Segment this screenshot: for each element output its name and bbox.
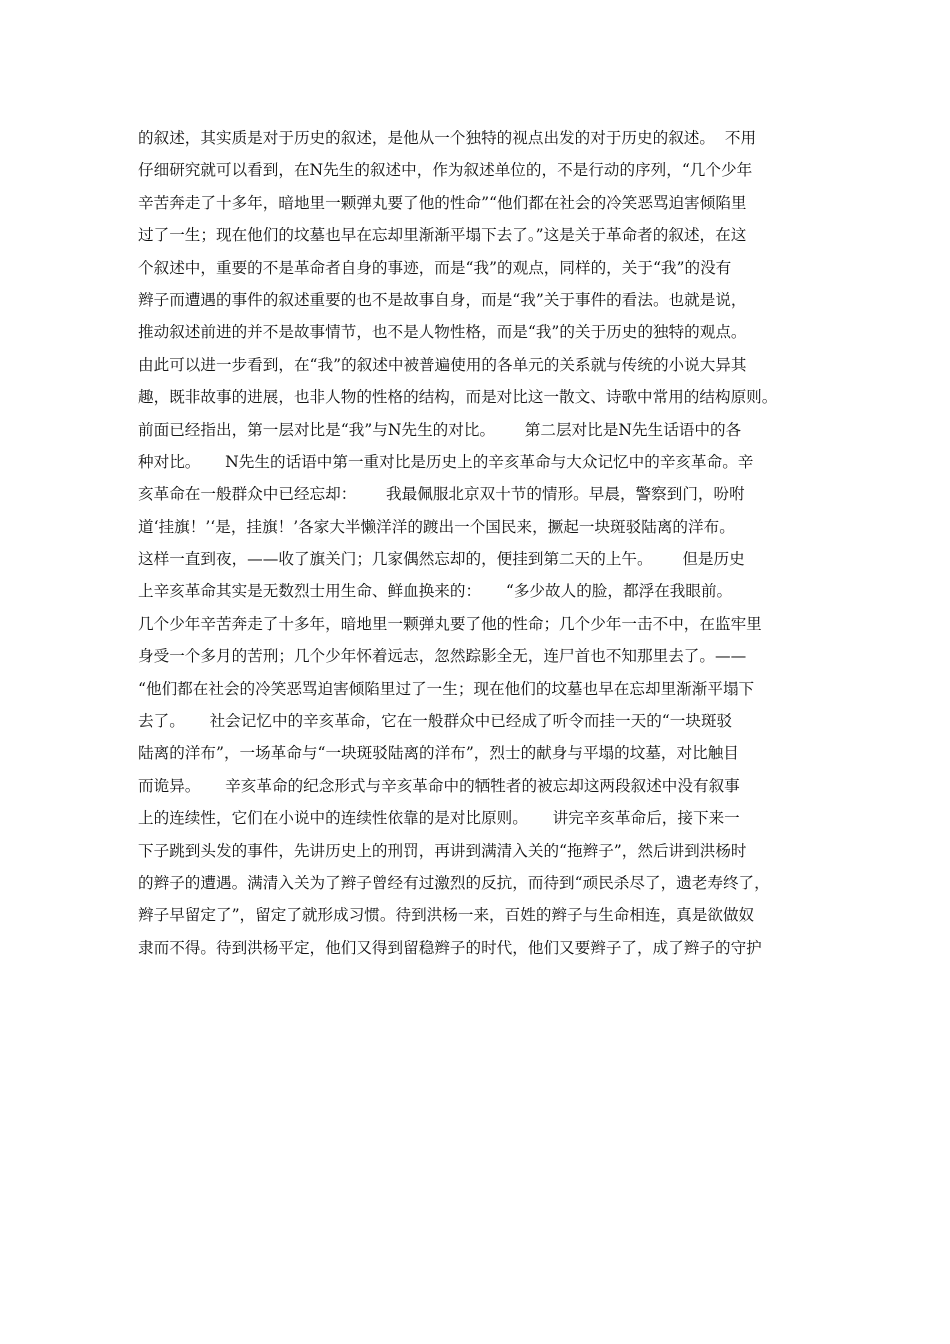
text-line: 仔细研究就可以看到，在N先生的叙述中，作为叙述单位的，不是行动的序列，“几个少年 — [138, 161, 753, 180]
text-line: “他们都在社会的冷笑恶骂迫害倾陷里过了一生；现在他们的坟墓也早在忘却里渐渐平塌下 — [138, 679, 755, 698]
text-line: 下子跳到头发的事件，先讲历史上的刑罚，再讲到满清入关的“拖辫子”，然后讲到洪杨时 — [138, 841, 747, 860]
text-line: 辫子而遭遇的事件的叙述重要的也不是故事自身，而是“我”关于事件的看法。也就是说， — [138, 290, 747, 309]
text-line: 前面已经指出，第一层对比是“我”与N先生的对比。 第二层对比是N先生话语中的各 — [138, 420, 742, 439]
text-line: 上辛亥革命其实是无数烈士用生命、鲜血换来的： “多少故人的脸，都浮在我眼前。 — [138, 582, 733, 601]
text-line: 道‘挂旗！’‘是，挂旗！’各家大半懒洋洋的踱出一个国民来，撅起一块斑驳陆离的洋布。 — [138, 517, 735, 536]
text-line: 而诡异。 辛亥革命的纪念形式与辛亥革命中的牺牲者的被忘却这两段叙述中没有叙事 — [138, 776, 740, 795]
text-line: 个叙述中，重要的不是革命者自身的事迹，而是“我”的观点，同样的，关于“我”的没有 — [138, 258, 732, 277]
text-line: 陆离的洋布”，一场革命与“一块斑驳陆离的洋布”，烈士的献身与平塌的坟墓，对比触目 — [138, 744, 739, 763]
text-line: 辛苦奔走了十多年，暗地里一颗弹丸要了他的性命”“他们都在社会的冷笑恶骂迫害倾陷里 — [138, 193, 747, 212]
text-line: 几个少年辛苦奔走了十多年，暗地里一颗弹丸要了他的性命；几个少年一击不中，在监牢里 — [138, 614, 762, 633]
text-line: 辫子早留定了”，留定了就形成习惯。待到洪杨一来，百姓的辫子与生命相连，真是欲做奴 — [138, 906, 755, 925]
text-line: 推动叙述前进的并不是故事情节，也不是人物性格，而是“我”的关于历史的独特的观点。 — [138, 323, 747, 342]
text-line: 亥革命在一般群众中已经忘却： 我最佩服北京双十节的情形。早晨，警察到门，吩咐 — [138, 485, 745, 504]
text-line: 的辫子的遭遇。满清入关为了辫子曾经有过激烈的反抗，而待到“顽民杀尽了，遗老寿终了， — [138, 873, 770, 892]
text-line: 种对比。 N先生的话语中第一重对比是历史上的辛亥革命与大众记忆中的辛亥革命。辛 — [138, 452, 754, 471]
text-line: 过了一生；现在他们的坟墓也早在忘却里渐渐平塌下去了。”这是关于革命者的叙述，在这 — [138, 226, 747, 245]
text-line: 隶而不得。待到洪杨平定，他们又得到留稳辫子的时代，他们又要辫子了，成了辫子的守护 — [138, 938, 762, 957]
text-line: 去了。 社会记忆中的辛亥革命，它在一般群众中已经成了听令而挂一天的“一块斑驳 — [138, 712, 733, 731]
body-text — [138, 122, 838, 964]
text-line: 身受一个多月的苦刑；几个少年怀着远志，忽然踪影全无，连尸首也不知那里去了。—— — [138, 647, 747, 666]
text-line: 由此可以进一步看到，在“我”的叙述中被普遍使用的各单元的关系就与传统的小说大异其 — [138, 355, 747, 374]
text-line: 的叙述，其实质是对于历史的叙述，是他从一个独特的视点出发的对于历史的叙述。 不用 — [138, 129, 757, 147]
text-line: 上的连续性，它们在小说中的连续性依靠的是对比原则。 讲完辛亥革命后，接下来一 — [138, 809, 740, 828]
text-line: 这样一直到夜，——收了旗关门；几家偶然忘却的，便挂到第二天的上午。 但是历史 — [138, 550, 745, 569]
text-line: 趣，既非故事的进展，也非人物的性格的结构，而是对比这一散文、诗歌中常用的结构原则。 — [138, 388, 778, 407]
